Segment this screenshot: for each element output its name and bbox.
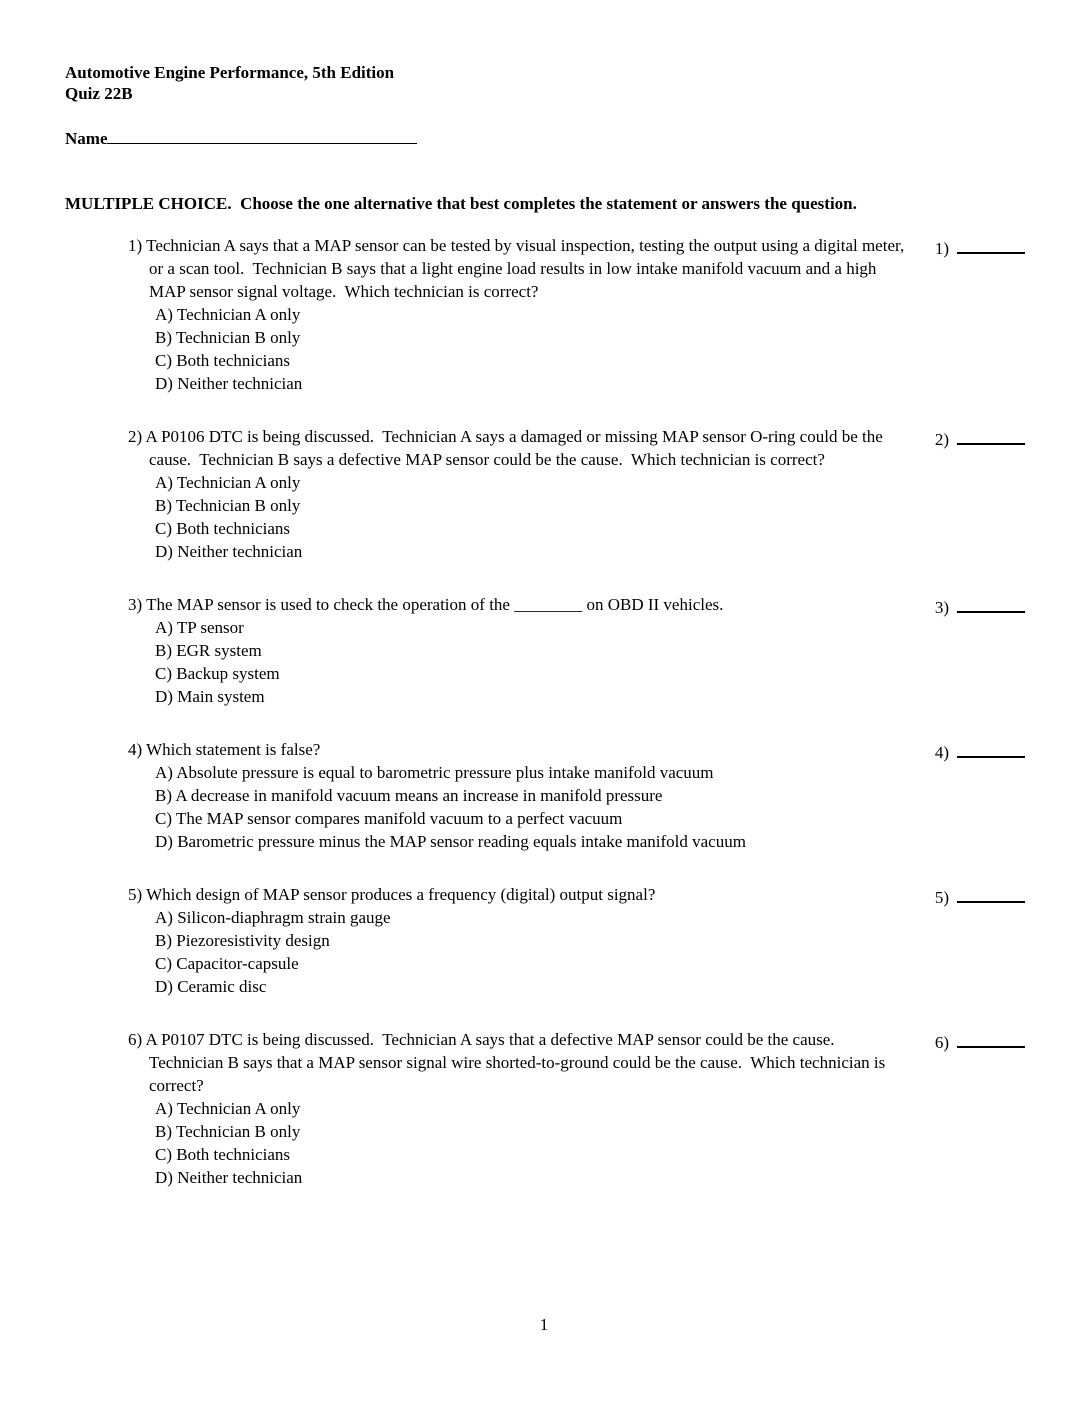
- answer-number: 1): [934, 239, 949, 258]
- option-letter: D): [155, 542, 173, 561]
- answer-option: [155, 303, 913, 326]
- answer-number: 3): [934, 598, 949, 617]
- answer-area: [935, 883, 1025, 909]
- question-text: [128, 425, 913, 471]
- option-letter: C): [155, 809, 172, 828]
- question-stem: Which statement is false?: [146, 740, 321, 759]
- option-text: Ceramic disc: [177, 977, 267, 996]
- answer-option: [155, 761, 913, 784]
- question-options: [155, 616, 913, 708]
- answer-number: 2): [934, 430, 949, 449]
- question-options: [155, 303, 913, 395]
- option-text: The MAP sensor compares manifold vacuum to a perfect vacuum: [175, 809, 623, 828]
- option-text: Both technicians: [176, 351, 291, 370]
- option-letter: D): [155, 832, 173, 851]
- answer-option: [155, 494, 913, 517]
- option-letter: D): [155, 977, 173, 996]
- answer-option: [155, 349, 913, 372]
- option-text: EGR system: [176, 641, 262, 660]
- option-text: Both technicians: [176, 519, 291, 538]
- answer-blank-line: [957, 234, 1025, 254]
- question-text: [128, 883, 913, 906]
- option-letter: C): [155, 664, 172, 683]
- option-text: TP sensor: [176, 618, 244, 637]
- option-letter: A): [155, 763, 173, 782]
- document-header: [65, 62, 1025, 104]
- option-text: Technician B only: [175, 496, 301, 515]
- option-text: Technician A only: [176, 1099, 301, 1118]
- answer-option: [155, 326, 913, 349]
- answer-area: [935, 234, 1025, 260]
- answer-blank-line: [957, 883, 1025, 903]
- question-text: [128, 234, 913, 303]
- option-text: A decrease in manifold vacuum means an increase in manifold pressure: [175, 786, 663, 805]
- page-number: 1: [539, 1315, 549, 1334]
- answer-option: [155, 517, 913, 540]
- answer-area: [935, 738, 1025, 764]
- answer-option: [155, 471, 913, 494]
- answer-option: [155, 975, 913, 998]
- answer-blank-line: [957, 738, 1025, 758]
- answer-area: [935, 425, 1025, 451]
- option-text: Neither technician: [177, 542, 303, 561]
- option-text: Neither technician: [177, 374, 303, 393]
- question-text: [128, 593, 913, 616]
- questions-list: [65, 234, 1025, 1189]
- question-number: 3): [128, 595, 143, 614]
- answer-option: [155, 1166, 913, 1189]
- option-text: Absolute pressure is equal to barometric pressure plus intake manifold vacuum: [176, 763, 714, 782]
- option-text: Barometric pressure minus the MAP sensor reading equals intake manifold vacuum: [177, 832, 746, 851]
- question-options: [155, 906, 913, 998]
- option-letter: A): [155, 908, 173, 927]
- option-letter: B): [155, 931, 172, 950]
- answer-option: [155, 540, 913, 563]
- answer-option: [155, 906, 913, 929]
- answer-option: [155, 1120, 913, 1143]
- answer-number: 4): [934, 743, 949, 762]
- answer-area: [935, 1028, 1025, 1054]
- option-text: Main system: [177, 687, 265, 706]
- answer-option: [155, 807, 913, 830]
- name-blank-line: [107, 126, 417, 144]
- answer-option: [155, 639, 913, 662]
- option-text: Capacitor-capsule: [176, 954, 299, 973]
- option-text: Piezoresistivity design: [176, 931, 330, 950]
- option-letter: C): [155, 954, 172, 973]
- question-block: [65, 234, 1025, 395]
- document-title: Automotive Engine Performance, 5th Edition: [65, 63, 395, 82]
- question-number: 4): [128, 740, 143, 759]
- answer-blank-line: [957, 1028, 1025, 1048]
- answer-option: [155, 372, 913, 395]
- answer-option: [155, 784, 913, 807]
- option-text: Both technicians: [176, 1145, 291, 1164]
- option-letter: D): [155, 1168, 173, 1187]
- question-block: [65, 593, 1025, 708]
- answer-option: [155, 952, 913, 975]
- question-number: 2): [128, 427, 143, 446]
- option-letter: A): [155, 618, 173, 637]
- option-letter: C): [155, 351, 172, 370]
- option-letter: B): [155, 1122, 172, 1141]
- option-text: Technician B only: [175, 328, 301, 347]
- question-block: [65, 883, 1025, 998]
- option-text: Technician B only: [175, 1122, 301, 1141]
- option-letter: B): [155, 496, 172, 515]
- option-letter: C): [155, 1145, 172, 1164]
- quiz-label: Quiz 22B: [65, 84, 133, 103]
- question-block: [65, 738, 1025, 853]
- answer-number: 6): [934, 1033, 949, 1052]
- option-letter: C): [155, 519, 172, 538]
- question-stem: The MAP sensor is used to check the operation of the ________ on OBD II vehicles.: [146, 595, 724, 614]
- question-options: [155, 761, 913, 853]
- option-text: Technician A only: [176, 305, 301, 324]
- question-stem: Technician A says that a MAP sensor can be tested by visual inspection, testing the output using a digital meter, or a scan tool. Technician B says that a light engine load results in low intake manifold vacuum and a high MAP sensor signal voltage. Which technician is correct?: [146, 236, 909, 301]
- option-letter: B): [155, 641, 172, 660]
- answer-number: 5): [934, 888, 949, 907]
- instructions-text: MULTIPLE CHOICE. Choose the one alternative that best completes the statement or answers the question.: [65, 194, 857, 213]
- option-letter: D): [155, 687, 173, 706]
- question-stem: Which design of MAP sensor produces a frequency (digital) output signal?: [146, 885, 656, 904]
- question-text: [128, 738, 913, 761]
- option-letter: A): [155, 305, 173, 324]
- answer-blank-line: [957, 425, 1025, 445]
- question-options: [155, 471, 913, 563]
- answer-option: [155, 1097, 913, 1120]
- name-row: [65, 126, 1025, 150]
- answer-option: [155, 929, 913, 952]
- answer-area: [935, 593, 1025, 619]
- question-options: [155, 1097, 913, 1189]
- option-text: Silicon-diaphragm strain gauge: [177, 908, 391, 927]
- option-text: Backup system: [176, 664, 280, 683]
- option-letter: A): [155, 473, 173, 492]
- answer-option: [155, 830, 913, 853]
- name-label: Name: [65, 129, 108, 148]
- question-block: [65, 425, 1025, 563]
- option-letter: B): [155, 328, 172, 347]
- question-number: 5): [128, 885, 143, 904]
- question-stem: A P0106 DTC is being discussed. Technician A says a damaged or missing MAP sensor O-ring could be the cause. Technician B says a defective MAP sensor could be the cause. Which technician is correct?: [145, 427, 888, 469]
- question-number: 6): [128, 1030, 143, 1049]
- option-letter: D): [155, 374, 173, 393]
- option-letter: B): [155, 786, 172, 805]
- option-text: Neither technician: [177, 1168, 303, 1187]
- answer-option: [155, 662, 913, 685]
- answer-blank-line: [957, 593, 1025, 613]
- answer-option: [155, 685, 913, 708]
- answer-option: [155, 616, 913, 639]
- option-text: Technician A only: [176, 473, 301, 492]
- question-stem: A P0107 DTC is being discussed. Technician A says that a defective MAP sensor could be the cause. Technician B says that a MAP sensor signal wire shorted-to-ground could be the cause. Which technician is correct?: [145, 1030, 890, 1095]
- question-text: [128, 1028, 913, 1097]
- question-block: [65, 1028, 1025, 1189]
- option-letter: A): [155, 1099, 173, 1118]
- question-number: 1): [128, 236, 143, 255]
- answer-option: [155, 1143, 913, 1166]
